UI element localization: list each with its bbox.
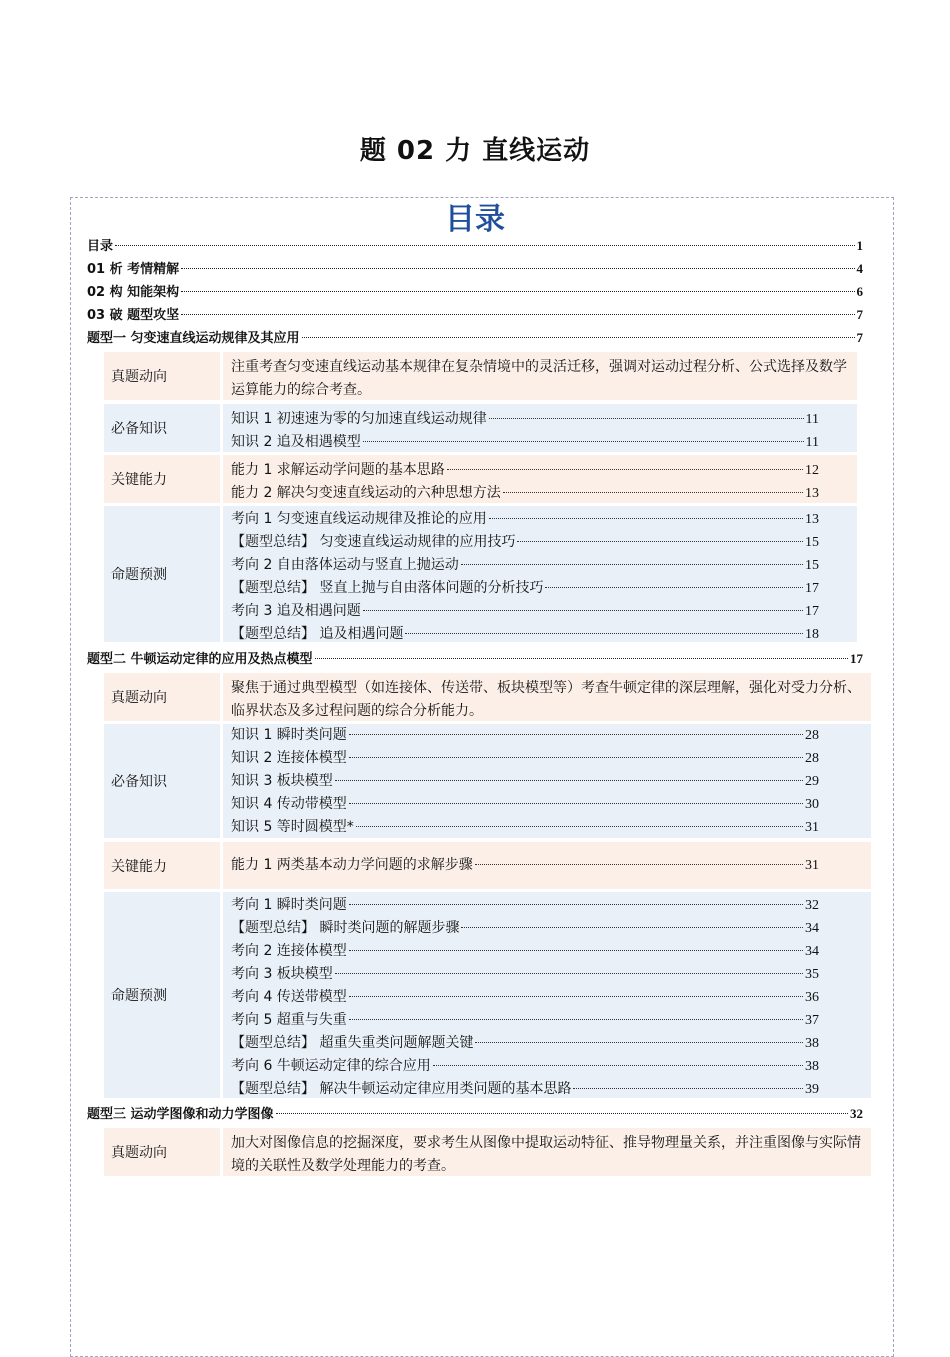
subentry-page: 31 xyxy=(805,820,819,835)
subentry-text: 【题型总结】 超重失重类问题解题关键 xyxy=(231,1035,474,1051)
toc-entry-page: 32 xyxy=(850,1106,863,1121)
subentry-page: 39 xyxy=(805,1082,819,1097)
subentry-text: 知识 1 瞬时类问题 xyxy=(231,727,347,743)
subentry-text: 知识 5 等时圆模型* xyxy=(231,819,354,835)
subentry-text: 【题型总结】 竖直上抛与自由落体问题的分析技巧 xyxy=(231,580,544,596)
subentry-text: 考向 3 板块模型 xyxy=(231,966,333,982)
subentry-page: 29 xyxy=(805,774,819,789)
toc-heading: 目录 xyxy=(445,202,505,237)
toc-subentry[interactable] xyxy=(231,963,819,986)
toc-entry-page: 1 xyxy=(856,238,863,253)
subentry-page: 32 xyxy=(805,898,819,913)
type2-mingti-label: 命题预测 xyxy=(104,892,220,1098)
toc-entry-page: 7 xyxy=(856,330,863,345)
subentry-page: 38 xyxy=(805,1059,819,1074)
toc-subentry[interactable] xyxy=(231,600,819,623)
subentry-text: 能力 2 解决匀变速直线运动的六种思想方法 xyxy=(231,485,501,501)
toc-entry-page: 17 xyxy=(850,651,863,666)
toc-subentry[interactable] xyxy=(231,1055,819,1078)
toc-entry-label: 题型三 运动学图像和动力学图像 xyxy=(87,1107,274,1122)
toc-subentry[interactable] xyxy=(231,531,819,554)
toc-subentry[interactable] xyxy=(231,459,819,482)
toc-subentry[interactable] xyxy=(231,724,819,747)
type2-zhenti-text: 聚焦于通过典型模型（如连接体、传送带、板块模型等）考查牛顿定律的深层理解，强化对受力分析、临界状态及多过程问题的综合分析能力。 xyxy=(223,673,871,721)
subentry-text: 考向 1 匀变速直线运动规律及推论的应用 xyxy=(231,511,487,527)
toc-entry-contents[interactable] xyxy=(87,236,863,256)
subentry-text: 能力 1 求解运动学问题的基本思路 xyxy=(231,462,445,478)
toc-subentry[interactable] xyxy=(231,431,819,454)
subentry-page: 35 xyxy=(805,967,819,982)
toc-subentry[interactable] xyxy=(231,1078,819,1101)
toc-entry-type1[interactable] xyxy=(87,328,863,348)
toc-subentry[interactable] xyxy=(231,917,819,940)
subentry-page: 31 xyxy=(805,858,819,873)
document-title: 题 02 力 直线运动 xyxy=(359,136,591,166)
type1-guanjian-list xyxy=(223,455,857,503)
toc-entry-analysis[interactable] xyxy=(87,259,863,279)
type1-mingti-label: 命题预测 xyxy=(104,506,220,642)
toc-subentry[interactable] xyxy=(231,816,819,839)
toc-entry-framework[interactable] xyxy=(87,282,863,302)
subentry-text: 考向 1 瞬时类问题 xyxy=(231,897,347,913)
toc-subentry[interactable] xyxy=(231,854,819,877)
subentry-text: 考向 6 牛顿运动定律的综合应用 xyxy=(231,1058,431,1074)
subentry-page: 38 xyxy=(805,1036,819,1051)
toc-subentry[interactable] xyxy=(231,577,819,600)
subentry-page: 15 xyxy=(805,535,819,550)
toc-entry-label: 题型一 匀变速直线运动规律及其应用 xyxy=(87,331,300,346)
type3-zhenti-text: 加大对图像信息的挖掘深度，要求考生从图像中提取运动特征、推导物理量关系，并注重图像与实际情境的关联性及数学处理能力的考查。 xyxy=(223,1128,871,1176)
subentry-text: 能力 1 两类基本动力学问题的求解步骤 xyxy=(231,857,473,873)
toc-entry-page: 4 xyxy=(856,261,863,276)
subentry-text: 知识 2 连接体模型 xyxy=(231,750,347,766)
subentry-text: 知识 2 追及相遇模型 xyxy=(231,434,361,450)
type1-mingti-list xyxy=(223,506,857,642)
toc-entry-label: 03 破 题型攻坚 xyxy=(87,308,180,323)
subentry-page: 28 xyxy=(805,728,819,743)
toc-subentry[interactable] xyxy=(231,940,819,963)
type1-zhenti-text: 注重考查匀变速直线运动基本规律在复杂情境中的灵活迁移，强调对运动过程分析、公式选择及数学运算能力的综合考查。 xyxy=(223,352,857,400)
type3-zhenti-label: 真题动向 xyxy=(104,1128,220,1176)
subentry-page: 37 xyxy=(805,1013,819,1028)
type2-mingti-list xyxy=(223,892,871,1098)
toc-entry-breakthrough[interactable] xyxy=(87,305,863,325)
subentry-text: 考向 5 超重与失重 xyxy=(231,1012,347,1028)
subentry-text: 考向 2 连接体模型 xyxy=(231,943,347,959)
toc-subentry[interactable] xyxy=(231,482,819,505)
subentry-page: 28 xyxy=(805,751,819,766)
toc-entry-label: 题型二 牛顿运动定律的应用及热点模型 xyxy=(87,652,313,667)
type1-bibei-list xyxy=(223,404,857,452)
type2-guanjian-list xyxy=(223,842,871,889)
subentry-text: 【题型总结】 解决牛顿运动定律应用类问题的基本思路 xyxy=(231,1081,572,1097)
toc-subentry[interactable] xyxy=(231,554,819,577)
toc-subentry[interactable] xyxy=(231,1032,819,1055)
subentry-text: 【题型总结】 瞬时类问题的解题步骤 xyxy=(231,920,460,936)
toc-entry-type2[interactable] xyxy=(87,649,863,669)
toc-subentry[interactable] xyxy=(231,894,819,917)
subentry-text: 考向 4 传送带模型 xyxy=(231,989,347,1005)
toc-entry-type3[interactable] xyxy=(87,1104,863,1124)
subentry-page: 11 xyxy=(805,412,819,427)
type1-guanjian-label: 关键能力 xyxy=(104,455,220,503)
type2-bibei-list xyxy=(223,724,871,838)
subentry-text: 【题型总结】 追及相遇问题 xyxy=(231,626,404,642)
subentry-text: 知识 4 传动带模型 xyxy=(231,796,347,812)
subentry-page: 17 xyxy=(805,581,819,596)
subentry-page: 13 xyxy=(805,486,819,501)
subentry-page: 18 xyxy=(805,627,819,642)
toc-subentry[interactable] xyxy=(231,408,819,431)
subentry-page: 30 xyxy=(805,797,819,812)
type1-bibei-label: 必备知识 xyxy=(104,404,220,452)
subentry-page: 11 xyxy=(805,435,819,450)
toc-entry-label: 目录 xyxy=(87,239,114,254)
toc-subentry[interactable] xyxy=(231,623,819,646)
subentry-text: 考向 3 追及相遇问题 xyxy=(231,603,361,619)
type2-zhenti-label: 真题动向 xyxy=(104,673,220,721)
type2-guanjian-label: 关键能力 xyxy=(104,842,220,889)
subentry-text: 知识 1 初速速为零的匀加速直线运动规律 xyxy=(231,411,487,427)
subentry-page: 13 xyxy=(805,512,819,527)
toc-subentry[interactable] xyxy=(231,1009,819,1032)
subentry-page: 34 xyxy=(805,944,819,959)
toc-subentry[interactable] xyxy=(231,986,819,1009)
toc-entry-page: 7 xyxy=(856,307,863,322)
type2-bibei-label: 必备知识 xyxy=(104,724,220,838)
toc-subentry[interactable] xyxy=(231,508,819,531)
subentry-page: 12 xyxy=(805,463,819,478)
toc-subentry[interactable] xyxy=(231,770,819,793)
subentry-text: 知识 3 板块模型 xyxy=(231,773,333,789)
toc-entry-label: 01 析 考情精解 xyxy=(87,262,180,277)
subentry-text: 考向 2 自由落体运动与竖直上抛运动 xyxy=(231,557,459,573)
toc-entry-page: 6 xyxy=(856,284,863,299)
subentry-page: 34 xyxy=(805,921,819,936)
subentry-page: 15 xyxy=(805,558,819,573)
toc-subentry[interactable] xyxy=(231,747,819,770)
subentry-page: 17 xyxy=(805,604,819,619)
type1-zhenti-label: 真题动向 xyxy=(104,352,220,400)
subentry-page: 36 xyxy=(805,990,819,1005)
toc-entry-label: 02 构 知能架构 xyxy=(87,285,180,300)
toc-subentry[interactable] xyxy=(231,793,819,816)
subentry-text: 【题型总结】 匀变速直线运动规律的应用技巧 xyxy=(231,534,516,550)
